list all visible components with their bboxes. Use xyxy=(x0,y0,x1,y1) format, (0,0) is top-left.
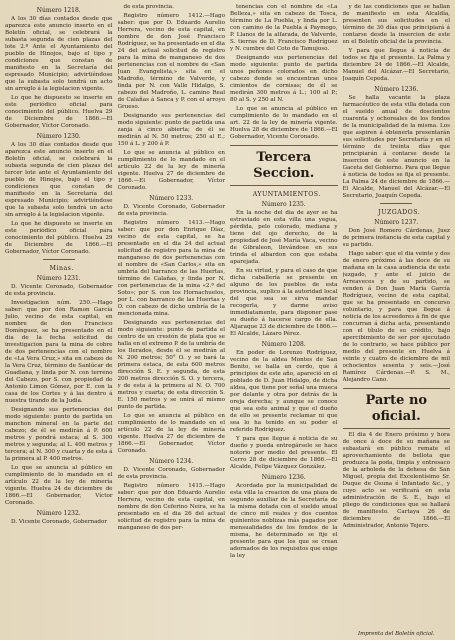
notice-body: Registro número 1415.—Hago saber: que por don Eduardo Aurelio Herrera, vecino de esta capital, en nombre de don Ceferino Neira, se ha presentado en el dia 26 del actual solicitud de registro para la mina de manganeso de dos per- xyxy=(117,483,225,531)
notice-number: Número 1232. xyxy=(36,510,81,517)
section-heading: Minas. xyxy=(49,265,74,272)
notice-body: Lo que he dispuesto se inserte en este periódico oficial para conocimiento del público. Huelva 29 de Diciembre de 1866.—El Gobernador, Víctor Coronado. xyxy=(5,221,113,255)
divider xyxy=(380,203,412,204)
notice-body: Designando sus pertenencias del modo siguiente: punto de partida una zanja á cinco abierta; de él se medirán al N. 50 metros; 250 al E.; 150 á L. y 200 á P. xyxy=(117,113,225,147)
notice-number: Número 1208. xyxy=(261,341,306,348)
notice-number: Número 1231. xyxy=(36,275,81,282)
notice-body: En la noche del dia de ayer se ha estraviado en esta villa una yegua, pérdida, pelo colorado, mediana y tiene del ojo derecho, de la propiedad de José María Vaca, vecino de Gibraleon, llevándose en sus trinda el albardon con que estaba aparejada. xyxy=(230,210,338,265)
section-banner xyxy=(230,145,338,186)
notice-body: En su virtud, y para el caso de que dicha caballería se presente en alguno de los pueblos de esta provincia, suplico á la autoridad local del que sea se sirva mandar recogerla, y darme aviso inmediatamente, para disponer pase su dueño á hacerse cargo de ella. Aljaraque 23 de diciembre de 1866.—El Alcalde, Lázaro Pérez. xyxy=(230,268,338,337)
notice-body: Hago saber: que el dia veinte y dos de enero próximo á las doce de su mañana en la casa audiencia de este juzgado, y ante el juicio de Arreaveces y de su partido, se venden á Don Juan María García Rodríguez, vecino de esta capital, que se ha presentado en concurso voluntario, y para que llegue á noticia de los acreedores á fin de que concurran á dicha acta, presentando con el título de su crédito, bajo apercibimiento de ser por ejecutado de lo contrario, se hace público por medio del presente en Huelva á veinte y cuatro de diciembre de mil ochocientos sesenta y seis.—José Ramírez Cárdenas.—P. S. M., Alejandro Cano. xyxy=(342,251,450,383)
section-title: Parte no oficial. xyxy=(365,393,428,424)
notice-body: Lo que se anuncia al público en cumplimiento de lo mandado en el artículo 22 de la ley de minería vigente. Huelva 24 de diciembre de 1866.—El Gobernador, Víctor Coronado. xyxy=(5,465,113,506)
notice-body: Don José Romero Cárdenas, Juez de primera instancia de esta capital y su partido. xyxy=(342,228,450,248)
notice-number: Número 1237. xyxy=(374,219,419,226)
notice-body: de esta provincia. xyxy=(123,4,174,10)
notice-body: D. Vicente Coronado, Gobernador de esta provincia. xyxy=(117,204,225,217)
notice-body: Lo que se anuncia al público en cumplimiento de lo mandado en el artículo 22 de la ley de minería vigente. Huelva 27 de diciembre de 1866.—El Gobernador, Víctor Coronado. xyxy=(117,413,225,454)
notice-body: D. Vicente Coronado, Gobernador de esta provincia. xyxy=(5,284,113,297)
column-3 xyxy=(230,4,338,640)
notice-number: Número 1236. xyxy=(261,474,306,481)
notice-body: Registro número 1412.—Hago saber: que por D. Eduardo Aurelio Herrera, vecino de esta capital, en nombre de don José Francisco Rodríguez, se ha presentado en el dia 24 del actual solicitud de registro para la mina de manganeso de dos pertenencias con el nombre de «San Juan Evangelista,» sita en el Madroño, término de Valverde, y linda por N. con Valle Hidalgo, S. cabezo del Madroño, L. camino Real de Calañas á Sanca y P. con el arroyo Grueso. xyxy=(117,13,225,110)
notice-body: Y para que llegue á noticia de todos se fija el presente. La Palma y diciembre 24 de 1866.—El Alcalde, Manuel del Alcázar.—El Secretario, Joaquín Cepeda. xyxy=(342,48,450,82)
notice-body: D. Vicente Coronado, Gobernador xyxy=(11,519,108,525)
notice-body: Se halla vacante la plaza farmacéutico de esta villa dotada con el sueldo anual de doscientos cuarenta y ochoreales de los fondos de la municipalidad de la misma. Los que aspiren á obtenerla presentarán sus solicitudes por Secretaría y en el término de treinta días que principiarán á contarse desde la insercion de este anuncio en la Gaceta del Gobierno. Para que llegue á noticia de todos se fija el presente. La Palma 24 de diciembre de 1866.—El Alcalde, Manuel del Alcázar.—El Secretario, Joaquín Cepeda. xyxy=(342,95,450,199)
notice-number: Número 1218. xyxy=(36,7,81,14)
notice-body: Investigacion núm. 250.—Hago saber: que por don Ramon García Julio, vecino de esta capital, en nombre de don Francisco Domínguez, se ha presentado en el dia de la fecha solicitud de investigacion para la mina de cobre de dos pertenencias con el nombre de «La Vera Cruz,» sita en cabezo de la Vera Cruz, término de Sanlúcar de Guadiana, y linda por N. con terreno del Cabezo, por S. con propiedad de Antonio Limon Gómez, por E. con la casa de los Cortes y á las dentro á nuestra tirando de la Judía. xyxy=(5,300,113,404)
notice-body: Lo que he dispuesto se inserte en este periódico oficial para conocimiento del público. Huelva 29 de Diciembre de 1866.—El Gobernador, Víctor Coronado. xyxy=(5,95,113,129)
notice-body: Lo que se anuncia al público en cumplimiento de lo mandado en el artículo 22 de la ley de minería vigente. Huelva 27 de diciembre de 1866.—El Gobernador, Víctor Coronado. xyxy=(117,150,225,191)
notice-body: tenencias con el nombre de «La Belleza,» sita en cabezo de Tosca, término de La Puebla, y linda por L. con camino de la Puebla á Paymogo, P. Llanos de la alfarada, de Valverde, S. tierras de D. Francisco Rodríguez y N. cumbre del Coto de Tamujoso. xyxy=(230,4,338,52)
notice-body: En poder de Lorenzo Rodríguez, vecino de la aldea Montes de San Benito, se halla un cerdo, que á principios de este año, apareció en el poblado de D. Juan Hidalgo, de dicha aldea, que tiene por señal una mueca por delante y otra por detrás de la oreja derecha; y aunque se conoce que sea este animal y que el dueño de ello se presente reclamar ni que sea lo ha tenido en su poder el referido Rodríguez. xyxy=(230,350,338,433)
notice-body: Acordada por la municipalidad de esta villa la creacion de una plaza de segundo auxiliar de la Secretaría de la misma dotada con el sueldo anual de cinco mil reales y dos cuentos quinientos noblizas más pagados por mensualidades de los fondos de la misma, he determinado se fije el presente para que los que se crean adornados de los requisitos que exige la ley xyxy=(230,483,338,559)
divider xyxy=(43,259,75,260)
notice-body: A los 30 días contados desde que aparezca este anuncio inserto en el Boletín oficial, se celebrará la subasta segunda de cien plazas del tercer lote ante el Ayuntamiento del pueblo de Hinojos, bajo el tipo y condiciones que constan de manifiesto en la Secretaría del espresado Municipio; advirtiéndose que la subasta solo tendrá un acto sin arreglo á la legislacion vigente. xyxy=(5,142,113,218)
section-title: Tercera Seccion. xyxy=(253,150,315,181)
column-2 xyxy=(118,4,226,640)
notice-body: y de las condiciones que se hallan de manifiesto en esta Alcaldía, presenten sus solicitudes en el término de 30 días que principiará á contarse desde la insercion de este en el Boletín oficial de la provincia. xyxy=(342,4,450,45)
notice-body: Y para que llegue á noticia de su dueño y pueda entregársele se hace notorio por medio del presente. El Cerro 28 de diciembre de 1866.—El Alcalde, Felipe Vázquez González. xyxy=(230,436,338,470)
column-4 xyxy=(343,4,451,640)
printer-footer: Imprenta del Boletín oficial. xyxy=(357,631,435,637)
notice-body: A los 30 días contados desde que aparezca este anuncio inserto en el Boletín oficial, se celebrará la subasta segunda de cien plazas del lote 2.º Ante el Ayuntamiento del pueblo de Hinojos, bajo el tipo y condiciones que constan de manifiesto en la Secretaría del espresado Municipio; advirtiéndose que la subasta solo tendrá un acto sin arreglo á la legislacion vigente. xyxy=(5,16,113,92)
column-1 xyxy=(5,4,113,640)
section-banner xyxy=(343,388,451,429)
subsection-heading: AYUNTAMIENTOS. xyxy=(252,191,321,198)
notice-body: Registro número 1413.—Hago saber: que por don Enrique Díaz, vecino de esta capital, se ha presentado en el dia 24 del actual solicitud de registro para la mina de manganeso de dos pertenencias con el nombre de «San Carlos,» sita en umbría del barranco de las Huertas, término de Calañas, y linda por N. con pertenencias de la mina «2.ª del Soto»; por S. con los Hornachuelos, por L. con barranco de las Huertas y O. con cabezo de dicho umbría de la mencionada mina. xyxy=(117,220,225,317)
notice-body: Lo que se anuncia al público en cumplimiento de lo mandado en el art. 22 de la ley de minería vigente. Huelva 28 de diciembre de 1866.—El Gobernador, Vicente Coronado. xyxy=(230,106,338,140)
notice-body: D. Vicente Coronado, Gobernador de esta provincia. xyxy=(117,467,225,480)
notice-body: El dia 4 de Enero próximo y hora de once á doce de su mañana se subastará en público remate el aprovechamiento de bellota que produzca la poda, limpia y entresaco de la arboleda de la dehesa de San Miguel, propia del Excelentísimo Sr. Duque de Osuna é Infantado &c., y cuyo acto se verificará en esta administración de S. E., bajo el pliego de condiciones que se hallará de manifiesto. Cartaya 26 de diciembre de 1866.—El Administrador, Antonio Tejero. xyxy=(342,432,450,529)
subsection-heading: JUZGADOS. xyxy=(378,209,421,216)
notice-number: Número 1233. xyxy=(149,195,194,202)
notice-number: Número 1234. xyxy=(149,458,194,465)
notice-body: Designando sus pertenencias del modo siguiente: punto de partida el centro de un crestón de plata que se halla en el extremo P. de la umbría de los Ilerados, desde él se medirán al N. 200 metros; 50° O. y se hará la primera estaca, de esta 600 metros dirección S. E. y segunda, de esta 200 metros dirección S. O. y tercera, y de esta á la primera al N. O. 700 metros y cuarta; de esta dirección S. E. 150 metros y se unirá al mismo punto de partida. xyxy=(117,320,225,410)
notice-number: Número 1230. xyxy=(36,133,81,140)
notice-body: Designando sus pertenencias del modo siguiente: punto de partida un manchon mineral en la parte del cabezo; de él se medirán á P. 600 metros y pondrá estaca; al S. 300 metros y segunda; al L. 400 metros y tercera; al N. 300 y cuarta y de esta á la primera al P. 400 metros. xyxy=(5,407,113,462)
notice-body: Designando sus pertenencias del modo siguiente: punto de partida unos peñones colorados en dicho cabezo donde se encuentran unos cimientos de cornisas; de él se medirán 300 metros á L.; 100 al P.; 80 al S. y 250 al N. xyxy=(230,55,338,103)
notice-number: Número 1236. xyxy=(374,86,419,93)
notice-number: Número 1235. xyxy=(261,201,306,208)
